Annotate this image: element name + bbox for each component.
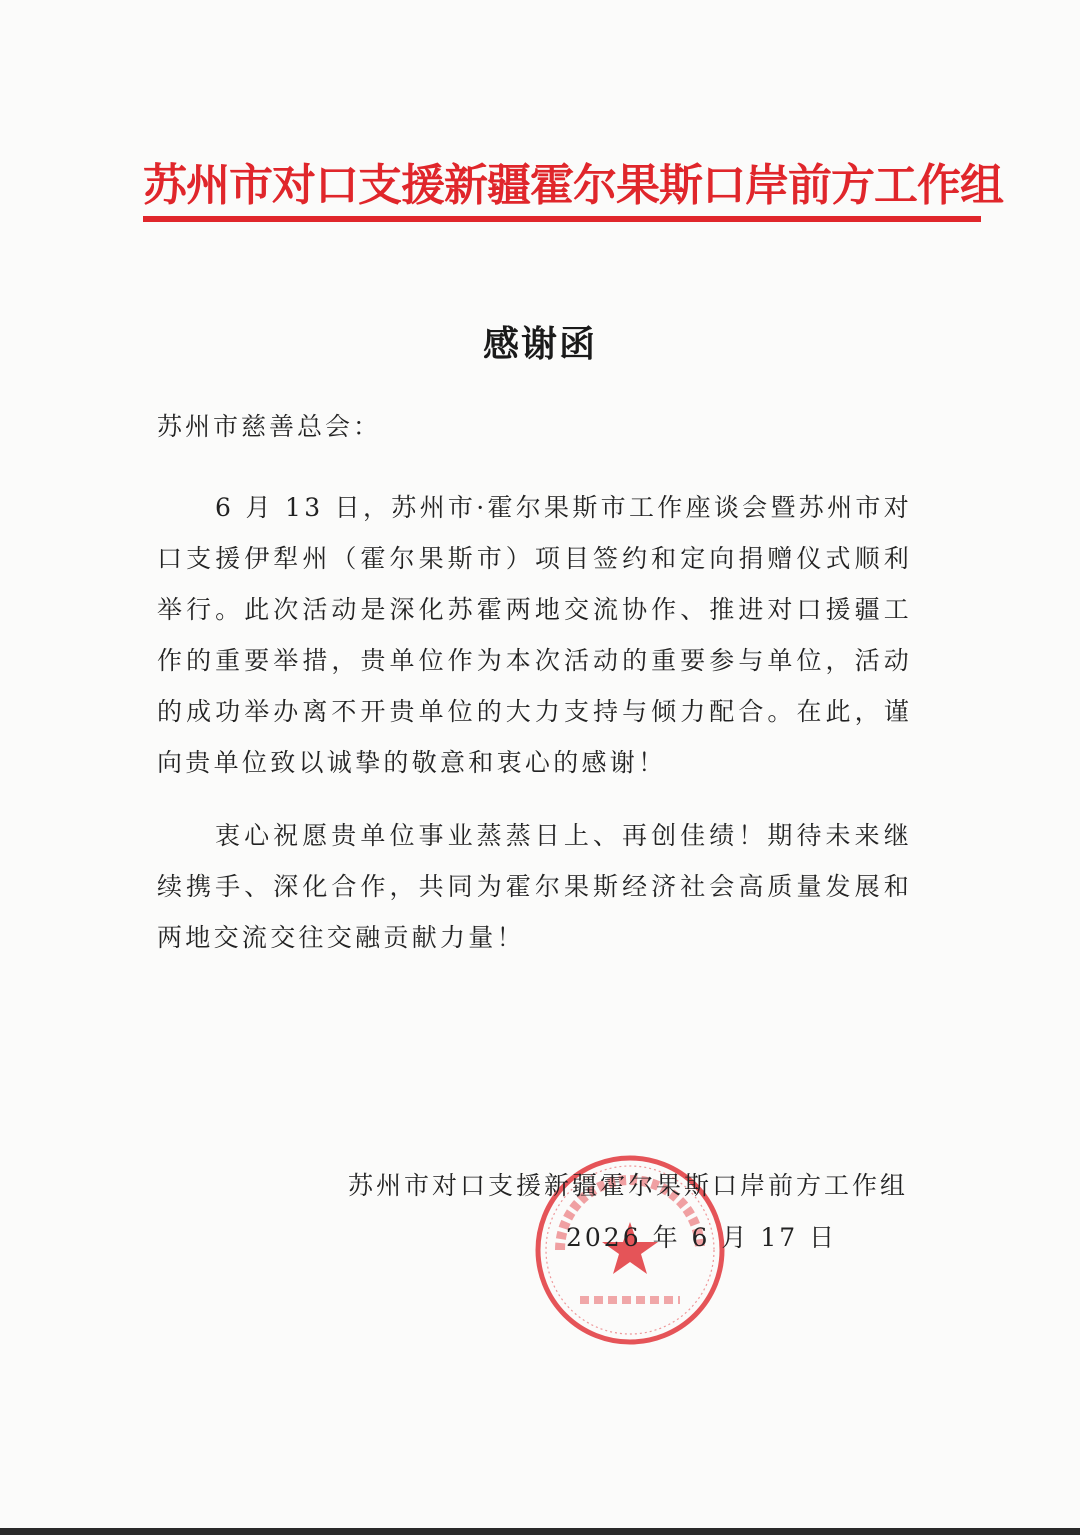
scan-bottom-edge	[0, 1528, 1080, 1535]
letterhead-divider	[143, 216, 981, 222]
letterhead-title: 苏州市对口支援新疆霍尔果斯口岸前方工作组	[143, 160, 1003, 211]
body-paragraph-1: 6 月 13 日，苏州市·霍尔果斯市工作座谈会暨苏州市对口支援伊犁州（霍尔果斯市）项目签约和定向捐赠仪式顺利举行。此次活动是深化苏霍两地交流协作、推进对口援疆工作的重要举措，贵单位作为本次活动的重要参与单位，活动的成功举办离不开贵单位的大力支持与倾力配合。在此，谨向贵单位致以诚挚的敬意和衷心的感谢！	[157, 493, 912, 777]
signature-date: 2026 年 6 月 17 日	[566, 1223, 838, 1252]
signature-organization: 苏州市对口支援新疆霍尔果斯口岸前方工作组	[347, 1171, 908, 1200]
salutation: 苏州市慈善总会：	[157, 412, 382, 441]
document-title: 感谢函	[482, 324, 597, 365]
body-paragraph-2: 衷心祝愿贵单位事业蒸蒸日上、再创佳绩！期待未来继续携手、深化合作，共同为霍尔果斯经济社会高质量发展和两地交流交往交融贡献力量！	[157, 821, 912, 952]
